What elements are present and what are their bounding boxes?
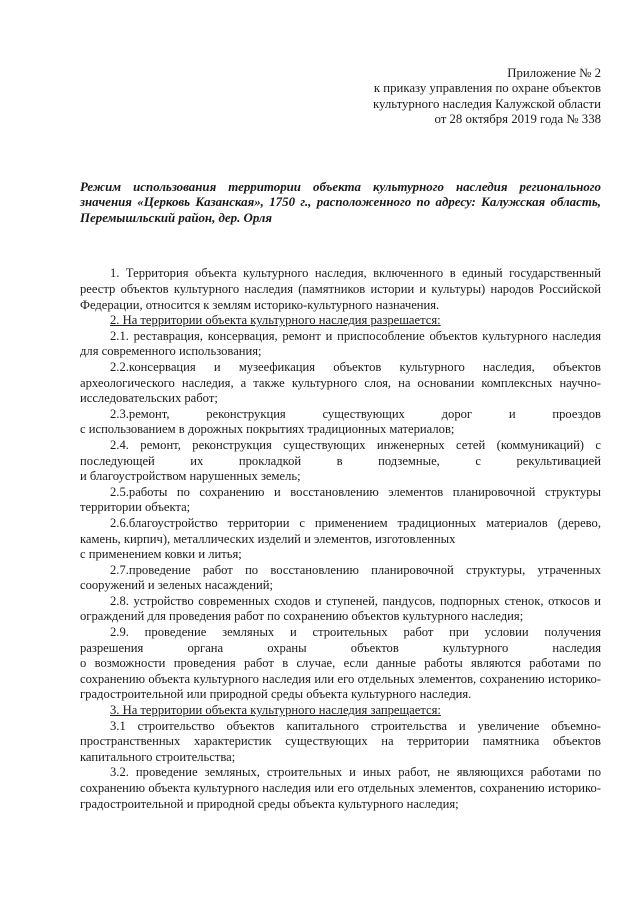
paragraph-2-4: [80, 438, 601, 485]
paragraph-1: 1. Территория объекта культурного наследия, включенного в единый государственный реестр объектов культурного наследия (памятников истории и культуры) народов Российской Федерации, относится к землям историко-культурного назначения.: [80, 266, 601, 312]
section-heading-3-text: 3. На территории объекта культурного наследия запрещается:: [110, 703, 441, 718]
paragraph-3-1: 3.1 строительство объектов капитального строительства и увеличение объемно-пространственных характеристик существующих на территории памятника объектов капитального строительства;: [80, 718, 601, 764]
paragraph-2-8: 2.8. устройство современных сходов и ступеней, пандусов, подпорных стенок, откосов и ограждений для проведения работ по сохранению объектов культурного наследия;: [80, 593, 601, 624]
document-body: [80, 266, 601, 812]
paragraph-2-5: 2.5.работы по сохранению и восстановлению элементов планировочной структуры территории объекта;: [80, 484, 601, 515]
paragraph-2-9-line-1: 2.9. проведение земляных и строительных работ при условии получения: [110, 625, 601, 640]
paragraph-2-9-rest: о возможности проведения работ в случае, если данные работы являются работами по сохранению объекта культурного наследия или его отдельных элементов, сохранению историко-градостроительной или природной среды объекта культурного наследия.: [80, 656, 601, 702]
appendix-header: [80, 66, 601, 128]
paragraph-2-4-line-3: и благоустройством нарушенных земель;: [80, 469, 301, 484]
paragraph-2-6-text: 2.6.благоустройство территории с применением традиционных материалов (дерево, камень, кирпич), металлических изделий и элементов, изготовленных: [80, 515, 601, 546]
section-heading-2: [80, 313, 601, 329]
paragraph-2-3-line-1: 2.3.ремонт, реконструкция существующих дорог и проездов: [110, 406, 601, 421]
paragraph-2-2: 2.2.консервация и музеефикация объектов культурного наследия, объектов археологического наследия, а также культурного слоя, на основании комплексных научно-исследовательских работ;: [80, 359, 601, 406]
appendix-date-line: от 28 октября 2019 года № 338: [434, 112, 601, 127]
appendix-number: Приложение № 2: [507, 66, 601, 80]
appendix-authority-line: культурного наследия Калужской области: [372, 96, 601, 111]
paragraph-2-3: [80, 407, 601, 438]
paragraph-2-6-line-last: с применением ковки и литья;: [80, 547, 242, 562]
section-heading-2-text: 2. На территории объекта культурного наследия разрешается:: [110, 313, 441, 328]
paragraph-2-3-line-2: с использованием в дорожных покрытиях традиционных материалов;: [80, 422, 455, 437]
paragraph-2-7: 2.7.проведение работ по восстановлению планировочной структуры, утраченных сооружений и зеленых насаждений;: [80, 562, 601, 593]
section-heading-3: [80, 703, 601, 719]
paragraph-2-1: 2.1. реставрация, консервация, ремонт и приспособление объектов культурного наследия для современного использования;: [80, 328, 601, 359]
paragraph-2-4-line-1: 2.4. ремонт, реконструкция существующих инженерных сетей (коммуникаций) с: [110, 437, 601, 452]
document-title: Режим использования территории объекта культурного наследия регионального значения «Церковь Казанская», 1750 г., расположенного по адресу: Калужская область, Перемышльский район, дер. Орля: [80, 179, 601, 225]
paragraph-2-9-line-2: разрешения органа охраны объектов культурного наследия: [80, 640, 601, 655]
paragraph-2-4-line-2: последующей их прокладкой в подземные, с рекультивацией: [80, 453, 601, 468]
paragraph-2-9: [80, 625, 601, 703]
paragraph-3-2: 3.2. проведение земляных, строительных и иных работ, не являющихся работами по сохранению объекта культурного наследия или его отдельных элементов, сохранению историко-градостроительной и природной среды объекта культурного наследия;: [80, 765, 601, 811]
paragraph-2-6: [80, 516, 601, 563]
appendix-order-line: к приказу управления по охране объектов: [373, 81, 601, 96]
